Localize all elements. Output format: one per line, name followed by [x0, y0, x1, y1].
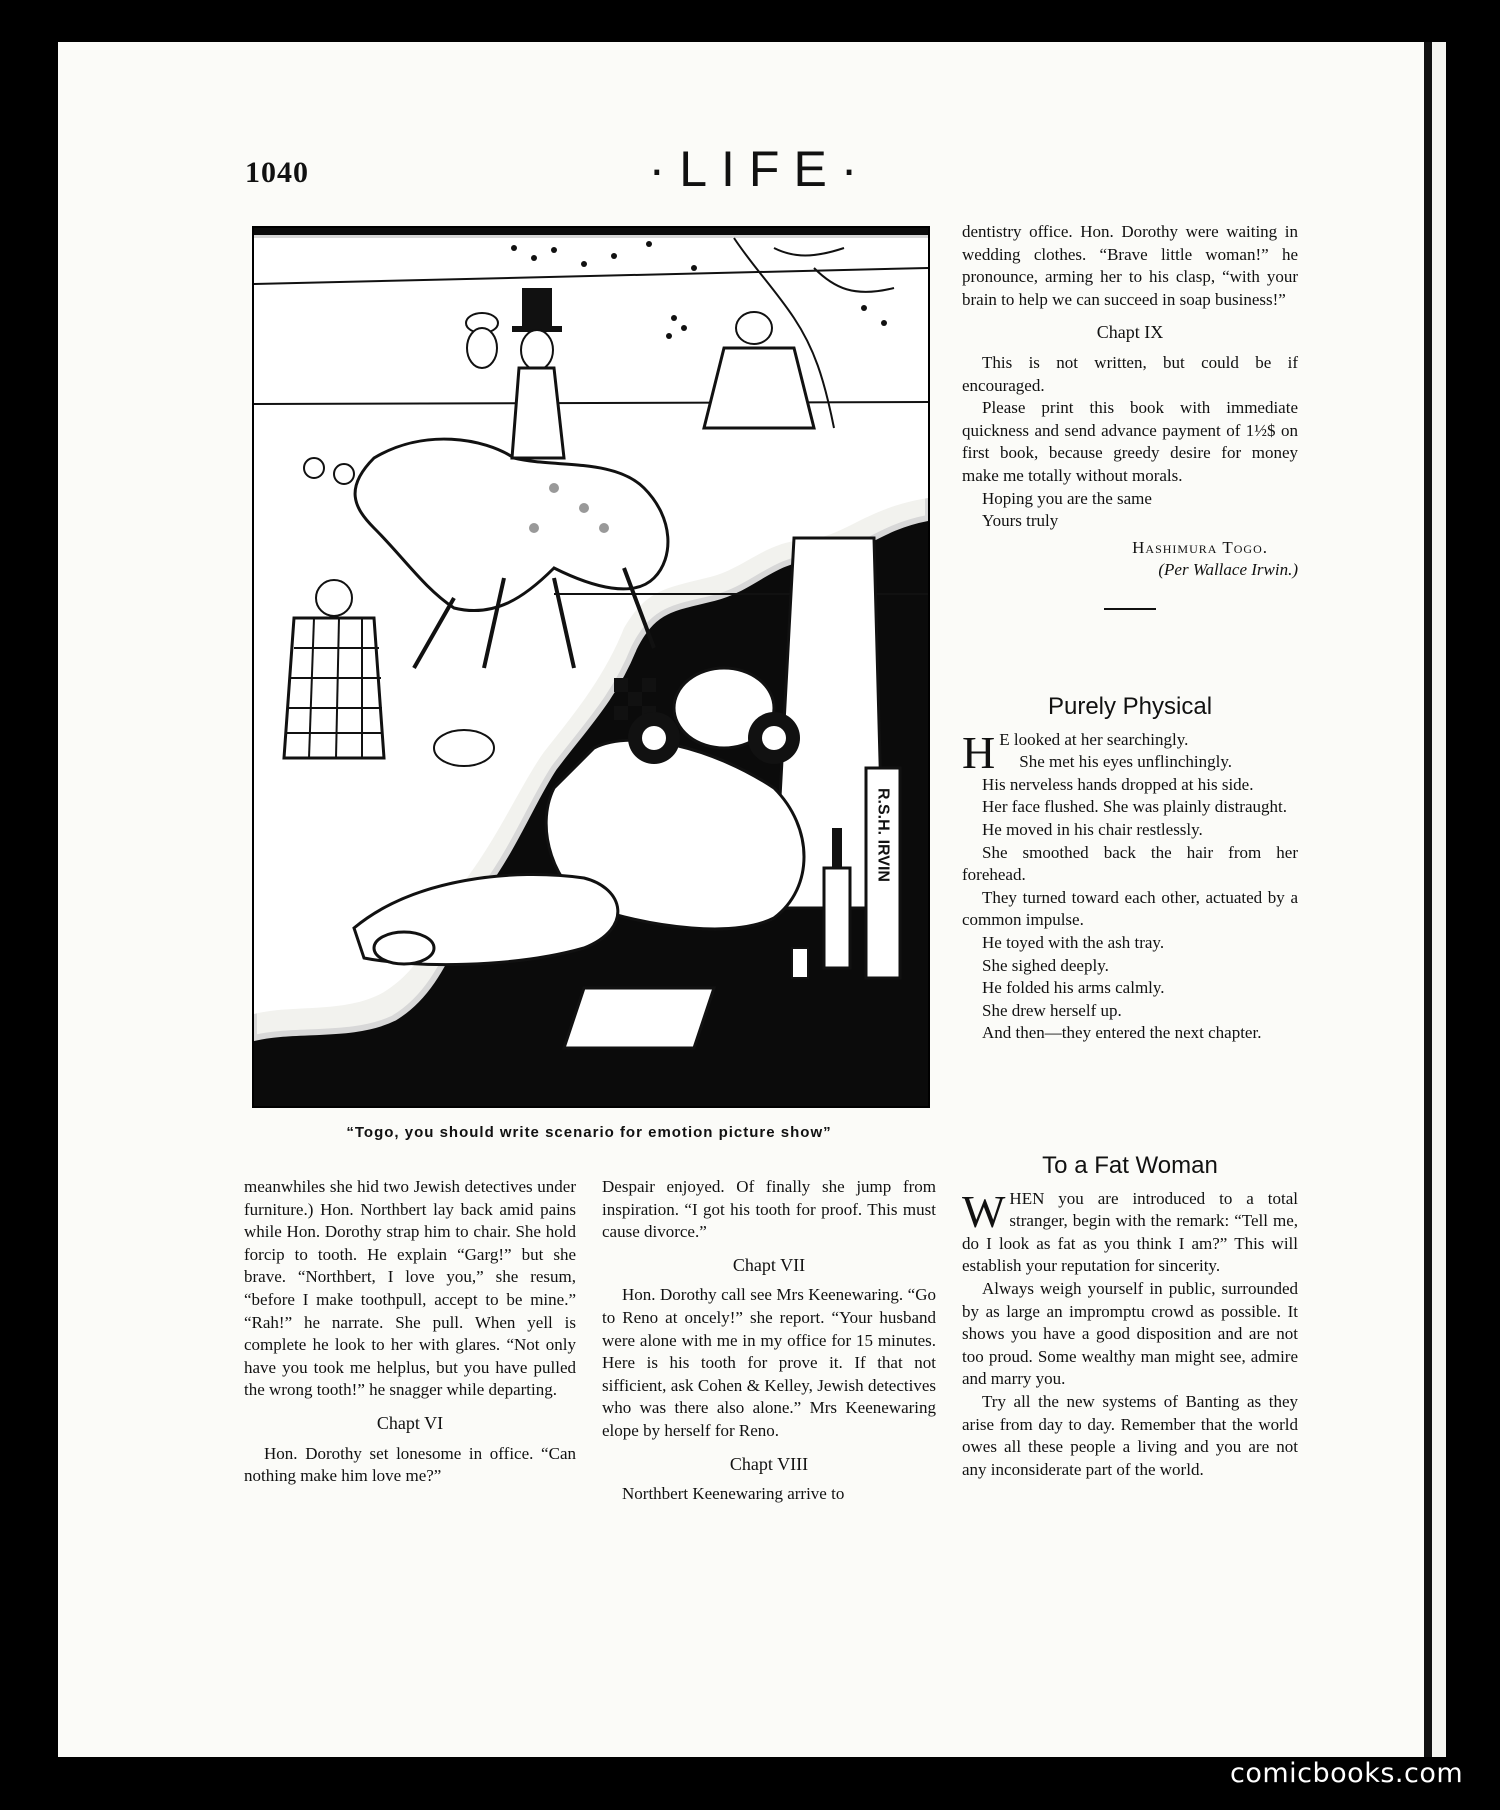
illustration-caption: “Togo, you should write scenario for emotion picture show” [346, 1124, 832, 1141]
chapter-heading: Chapt IX [1096, 322, 1164, 343]
purely-physical-article [962, 693, 1298, 1045]
article-line: Her face flushed. She was plainly distraught. [982, 797, 1287, 817]
article-line: She sighed deeply. [982, 955, 1109, 975]
drop-cap: H [962, 726, 996, 778]
cartoon-drawing [254, 228, 928, 1106]
article-line: She met his eyes unflinchingly. [1019, 752, 1233, 772]
section-divider [1104, 608, 1156, 610]
drop-cap: W [962, 1185, 1006, 1237]
story-paragraph: Hoping you are the same [982, 488, 1152, 508]
author-credit: (Per Wallace Irwin.) [1158, 560, 1298, 580]
site-watermark: comicbooks.com [1230, 1758, 1464, 1789]
chapter-heading: Chapt VII [732, 1254, 806, 1275]
chapter-heading: Chapt VIII [729, 1453, 809, 1474]
fat-woman-article [962, 1152, 1298, 1481]
story-paragraph: meanwhiles she hid two Jewish detectives under furniture.) Hon. Northbert lay back amid pains while Hon. Dorothy strap him to chair. She hold forcip to tooth. He explain “Garg!” but she brave. “Northbert, I love you,” she resum, “before I make toothpull, accept to be mine.” “Rah!” he narrate. She pull. When yell is complete he look to her with glares. “Not only have you took me helplus, but you have pulled the wrong tooth!” he snagger while departing. [244, 1177, 576, 1400]
article-line: His nerveless hands dropped at his side. [982, 774, 1254, 794]
article-first-line: E looked at her searchingly. [999, 729, 1189, 749]
chapter-heading: Chapt VI [376, 1412, 444, 1433]
story-column-2 [602, 1176, 936, 1506]
story-column-1 [244, 1176, 576, 1488]
story-paragraph: Hon. Dorothy set lonesome in office. “Can nothing make him love me?” [244, 1443, 576, 1486]
article-title: To a Fat Woman [1042, 1152, 1218, 1179]
story-paragraph: This is not written, but could be if encouraged. [962, 352, 1298, 395]
masthead: ·LIFE· [648, 141, 872, 197]
article-line: He folded his arms calmly. [982, 978, 1165, 998]
article-first-paragraph: HEN you are introduced to a total stranger, begin with the remark: “Tell me, do I look as fat as you think I am?” This will establish your reputation for sincerity. [962, 1188, 1298, 1276]
article-paragraph: Try all the new systems of Banting as they arise from day to day. Remember that the world owes all these people a living and you are not any inconsiderate part of the world. [962, 1391, 1298, 1479]
story-paragraph: Despair enjoyed. Of finally she jump from inspiration. “I got his tooth for proof. This must cause divorce.” [602, 1177, 936, 1242]
article-line: And then—they entered the next chapter. [982, 1023, 1262, 1043]
article-line: She smoothed back the hair from her forehead. [962, 842, 1298, 885]
author-signature: Hashimura Togo. [1132, 537, 1268, 557]
story-paragraph: Northbert Keenewaring arrive to [622, 1484, 845, 1504]
article-paragraph [962, 1185, 1298, 1278]
story-paragraph: Hon. Dorothy call see Mrs Keenewaring. “Go to Reno at oncely!” she report. “Your husband were alone with me in my office for 15 minutes. Here is his tooth for prove it. If that not sifficient, ask Cohen & Kelley, Jewish detectives who was there also alone.” Mrs Keenewaring elope by herself for Reno. [602, 1285, 936, 1440]
article-line: He moved in his chair restlessly. [982, 819, 1203, 839]
article-title: Purely Physical [1047, 693, 1213, 720]
story-column-3 [962, 221, 1298, 610]
article-paragraph: Always weigh yourself in public, surrounded by as large an impromptu crowd as possible. It shows you have a good disposition and are not too proud. Some wealthy man might see, admire and marry you. [962, 1278, 1298, 1389]
article-line: She drew herself up. [982, 1000, 1122, 1020]
story-paragraph: Yours truly [982, 511, 1059, 531]
article-line: They turned toward each other, actuated by a common impulse. [962, 887, 1298, 930]
artist-signature: R.S.H. IRVIN [874, 788, 892, 882]
story-paragraph: dentistry office. Hon. Dorothy were waiting in wedding clothes. “Brave little woman!” he pronounce, arming her to his clasp, “with your brain to help we can succeed in soap business!” [962, 222, 1298, 309]
article-line: He toyed with the ash tray. [982, 932, 1165, 952]
page-number: 1040 [245, 156, 309, 189]
page-gutter [1424, 42, 1432, 1757]
next-page-edge [1432, 42, 1446, 1757]
cartoon-illustration [252, 226, 930, 1108]
story-paragraph: Please print this book with immediate quickness and send advance payment of 1½$ on first book, because greedy desire for money make me totally without morals. [962, 398, 1298, 485]
